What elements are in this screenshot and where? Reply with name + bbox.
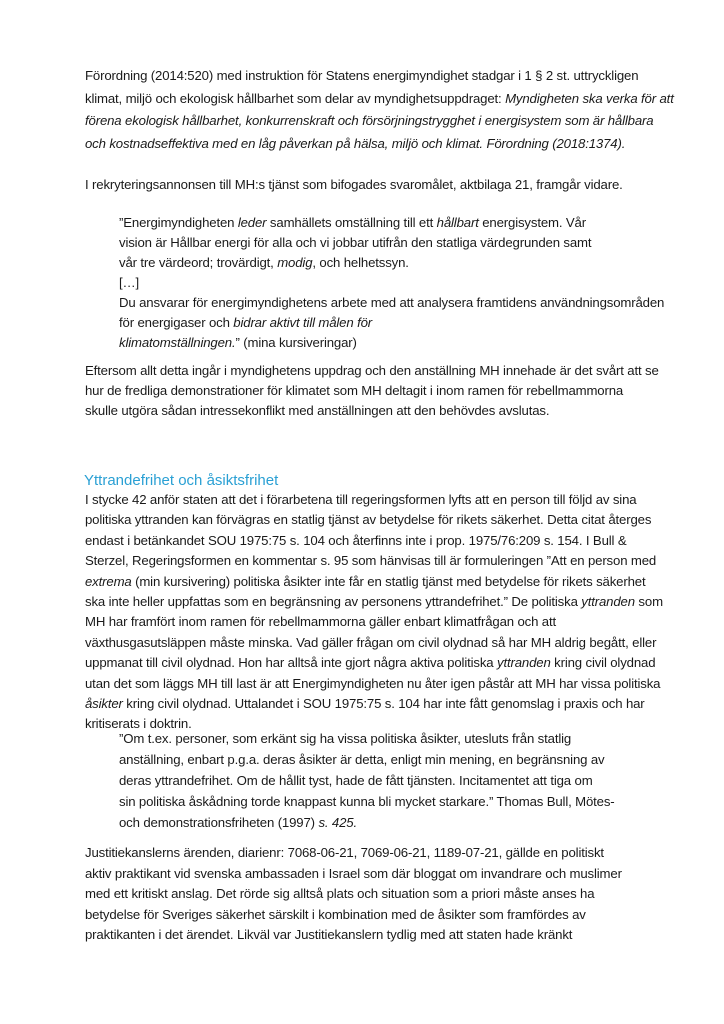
text: klimat, miljö och ekologisk hållbarhet som delar av myndighetsuppdraget: — [85, 90, 506, 106]
text: politiska yttranden kan förvägras en statlig tjänst av betydelse för rikets säkerhet. Detta citat återges — [85, 512, 652, 528]
text: deras yttrandefrihet. Om de hållit tyst, hade de fått tjänsten. Incitamentet att tiga om — [119, 773, 593, 788]
text: kring civil olydnad — [550, 655, 656, 671]
italic-text: förena ekologisk hållbarhet, konkurrenskraft och försörjningstrygghet i energisystem som är hållbara — [85, 113, 654, 128]
text: vision är Hållbar energi för alla och vi jobbar utifrån den statliga värdegrunden samt — [119, 235, 592, 250]
text: Justitiekanslerns ärenden, diarienr: 7068-06-21, 7069-06-21, 1189-07-21, gällde en politiskt — [85, 845, 604, 860]
paragraph-5-line — [85, 906, 586, 924]
italic-text: yttranden — [497, 655, 551, 671]
text: ”Om t.ex. personer, som erkänt sig ha vissa politiska åsikter, utesluts från statlig — [119, 731, 572, 746]
text: Sterzel, Regeringsformen en kommentar s. 95 som hänvisas till är formuleringen ”Att en person med — [85, 553, 657, 569]
text: ” (mina kursiveringar) — [235, 335, 357, 350]
italic-text: s. 425. — [318, 815, 357, 830]
text: endast i betänkandet SOU 1975:75 s. 104 och återfinns inte i prop. 1975/76:209 s. 154. I Bull & — [85, 532, 627, 548]
text: aktiv praktikant vid svenska ambassaden i Israel som där bloggat om invandrare och muslimer — [85, 865, 622, 881]
paragraph-3-line — [85, 362, 659, 380]
text: med ett kritiskt anslag. Det rörde sig alltså plats och situation som a priori måste anses ha — [85, 886, 595, 901]
text: I stycke 42 anför staten att det i förarbetena till regeringsformen lyfts att en person till följd av sina — [85, 492, 637, 507]
paragraph-1-line — [85, 67, 638, 85]
text: och demonstrationsfriheten (1997) — [119, 815, 319, 830]
section-heading: Yttrandefrihet och åsiktsfrihet — [84, 472, 279, 489]
italic-text: hållbart — [436, 215, 479, 230]
text: Eftersom allt detta ingår i myndighetens uppdrag och den anställning MH innehade är det svårt att se — [85, 363, 659, 378]
paragraph-5-line — [85, 844, 604, 862]
text: skulle utgöra sådan intressekonflikt med anställningen att den behövdes avslutas. — [85, 403, 550, 418]
quote-2-line — [119, 772, 593, 790]
paragraph-5-line — [85, 926, 572, 944]
text: samhällets omställning till ett — [266, 215, 437, 230]
quote-1-line — [119, 214, 586, 232]
italic-text: bidrar aktivt till målen för — [233, 315, 373, 330]
text: Förordning (2014:520) med instruktion för Statens energimyndighet stadgar i 1 § 2 st. uttryckligen — [85, 68, 639, 83]
quote-2-line — [119, 751, 604, 769]
text: för energigaser och — [119, 315, 234, 330]
text: vår tre värdeord; trovärdigt, — [119, 255, 278, 270]
paragraph-3-line — [85, 382, 623, 400]
text: betydelse för Sveriges säkerhet särskilt i kombination med de åsikter som framfördes av — [85, 906, 586, 922]
paragraph-2-line — [85, 176, 623, 194]
paragraph-4-line — [85, 511, 651, 529]
paragraph-4-line — [85, 552, 656, 570]
quote-2-line — [119, 730, 571, 748]
text: energisystem. Vår — [478, 215, 586, 230]
text: , och helhetssyn. — [312, 255, 409, 270]
paragraph-4-line — [85, 695, 645, 713]
italic-text: modig — [277, 255, 313, 270]
italic-text: klimatomställningen. — [119, 335, 236, 350]
italic-text: åsikter — [85, 696, 123, 711]
paragraph-4-line — [85, 593, 663, 611]
text: MH har framfört inom ramen för rebellmammorna gäller enbart klimatfrågan och att — [85, 614, 556, 630]
italic-text: extrema — [85, 573, 132, 589]
text: sin politiska åskådning torde knappast kunna bli mycket starkare.” Thomas Bull, Mötes- — [119, 794, 615, 809]
quote-1-line — [119, 334, 357, 352]
paragraph-4-line — [85, 613, 556, 631]
paragraph-4-line — [85, 634, 656, 652]
paragraph-4-line — [85, 675, 660, 693]
text: praktikanten i det ärendet. Likväl var Justitiekanslern tydlig med att staten hade kränkt — [85, 927, 573, 942]
italic-text: och kostnadseffektiva med en låg påverkan på hälsa, miljö och klimat. Förordning (2018:1374). — [85, 135, 626, 151]
text: Du ansvarar för energimyndighetens arbete med att analysera framtidens användningsområden — [119, 295, 665, 310]
text: uppmanat till civil olydnad. Hon har alltså inte gjort några aktiva politiska — [85, 655, 497, 671]
quote-2-line — [119, 814, 357, 832]
quote-1-line — [119, 314, 372, 332]
quote-1-line — [119, 234, 591, 252]
text: ”Energimyndigheten — [119, 215, 238, 230]
text: (min kursivering) politiska åsikter inte får en statlig tjänst med betydelse för rikets säkerhet — [131, 573, 646, 589]
text: växthusgasutsläppen måste minska. Vad gäller frågan om civil olydnad så har MH aldrig begått, eller — [85, 634, 657, 650]
paragraph-4-line — [85, 532, 626, 550]
quote-2-line — [119, 793, 615, 811]
paragraph-5-line — [85, 885, 594, 903]
paragraph-1-line — [85, 135, 625, 153]
italic-text: Myndigheten ska verka för att — [505, 90, 674, 106]
text: […] — [119, 275, 140, 290]
text: utan det som läggs MH till last är att Energimyndigheten nu åter igen påstår att MH har vissa politiska — [85, 675, 661, 691]
paragraph-4-line — [85, 573, 646, 591]
paragraph-4-line — [85, 654, 655, 672]
text: som — [634, 594, 663, 609]
paragraph-1-line — [85, 112, 653, 130]
paragraph-1-line — [85, 90, 674, 108]
quote-1-line — [119, 254, 409, 272]
text: ska inte heller uppfattas som en begränsning av personens yttrandefrihet.” De politiska — [85, 594, 582, 609]
quote-1-line — [119, 294, 664, 312]
text: kritiserats i doktrin. — [85, 716, 192, 732]
italic-text: leder — [237, 215, 267, 230]
italic-text: yttranden — [581, 594, 635, 609]
paragraph-4-line — [85, 491, 636, 509]
paragraph-5-line — [85, 865, 622, 883]
text: I rekryteringsannonsen till MH:s tjänst som bifogades svaromålet, aktbilaga 21, framgår vidare. — [85, 177, 623, 192]
text: kring civil olydnad. Uttalandet i SOU 1975:75 s. 104 har inte fått genomslag i praxis och har — [122, 696, 645, 711]
quote-1-line — [119, 274, 139, 292]
text: anställning, enbart p.g.a. deras åsikter är detta, enligt min mening, en begränsning av — [119, 752, 605, 767]
paragraph-3-line — [85, 402, 549, 420]
text: hur de fredliga demonstrationer för klimatet som MH deltagit i inom ramen för rebellmammorna — [85, 383, 624, 398]
